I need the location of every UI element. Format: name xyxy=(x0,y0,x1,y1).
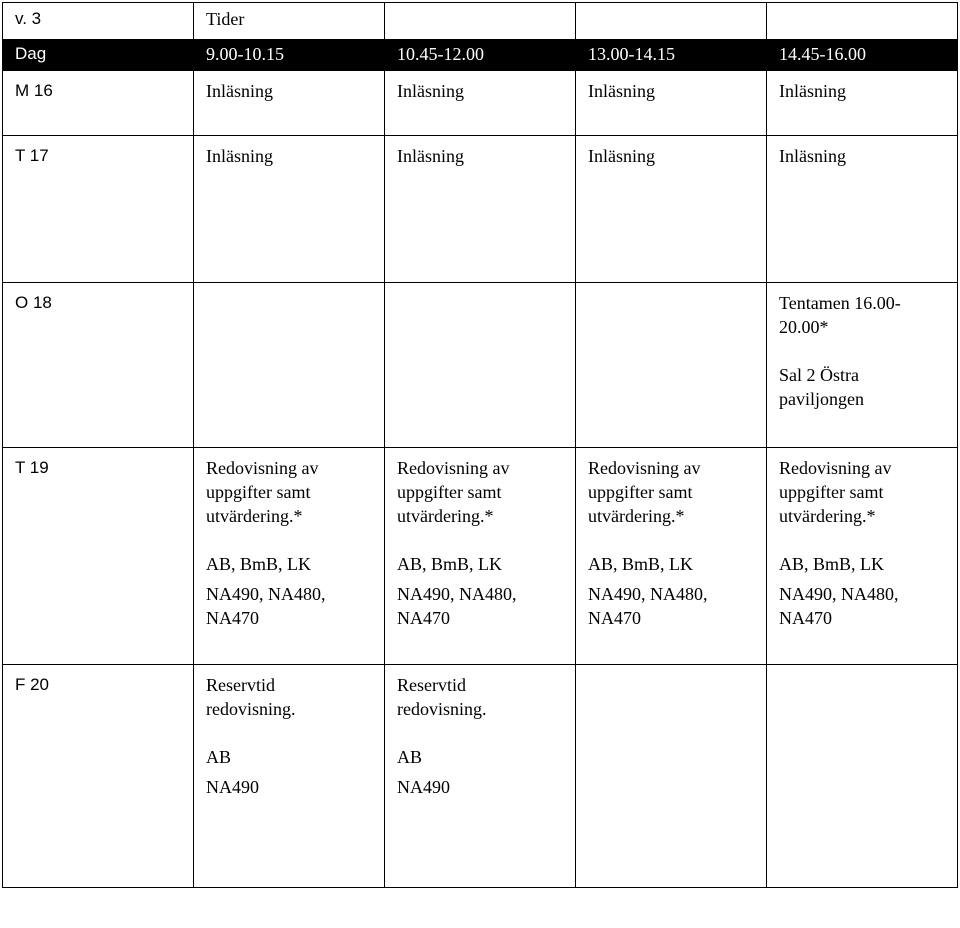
spacer xyxy=(397,528,565,552)
empty-cell xyxy=(576,283,767,448)
courses-line-2: NA470 xyxy=(588,608,641,628)
slot-cell: Inläsning xyxy=(194,71,385,136)
reserve-line-2: redovisning. xyxy=(397,699,487,719)
courses-line-1: NA490, NA480, xyxy=(397,584,517,604)
reserve-cell xyxy=(194,665,385,888)
activity-line-1: Redovisning av xyxy=(397,458,510,478)
empty-cell xyxy=(576,665,767,888)
presentation-cell xyxy=(194,448,385,665)
spacer xyxy=(206,721,374,745)
spacer xyxy=(779,339,947,363)
presentation-cell xyxy=(576,448,767,665)
day-label: F 20 xyxy=(3,665,194,888)
exam-time-line-1: Tentamen 16.00- xyxy=(779,293,901,313)
activity-line-2: uppgifter samt xyxy=(206,482,311,502)
exam-room-line-2: paviljongen xyxy=(779,389,864,409)
exam-cell xyxy=(767,283,958,448)
exam-room-line-1: Sal 2 Östra xyxy=(779,365,859,385)
courses-line-1: NA490, NA480, xyxy=(206,584,326,604)
activity-line-2: uppgifter samt xyxy=(397,482,502,502)
empty-cell xyxy=(767,665,958,888)
reserve-line-1: Reservtid xyxy=(206,675,275,695)
course-line: NA490 xyxy=(206,777,259,797)
empty-cell xyxy=(767,3,958,40)
time-slot-4-header: 14.45-16.00 xyxy=(767,40,958,71)
day-row-o18 xyxy=(3,283,958,448)
spacer xyxy=(206,528,374,552)
day-label: T 17 xyxy=(3,136,194,283)
slot-cell: Inläsning xyxy=(767,71,958,136)
groups-line: AB, BmB, LK xyxy=(206,554,312,574)
spacer xyxy=(397,721,565,745)
courses-line-2: NA470 xyxy=(206,608,259,628)
spacer xyxy=(588,528,756,552)
day-label: T 19 xyxy=(3,448,194,665)
empty-cell xyxy=(576,3,767,40)
time-slot-3-header: 13.00-14.15 xyxy=(576,40,767,71)
day-row-t19 xyxy=(3,448,958,665)
time-slot-2-header: 10.45-12.00 xyxy=(385,40,576,71)
slot-cell: Inläsning xyxy=(576,136,767,283)
group-line: AB xyxy=(206,747,232,767)
slot-cell: Inläsning xyxy=(194,136,385,283)
day-row-t17 xyxy=(3,136,958,283)
empty-cell xyxy=(385,283,576,448)
activity-line-3: utvärdering.* xyxy=(779,506,876,526)
empty-cell xyxy=(194,283,385,448)
activity-line-3: utvärdering.* xyxy=(206,506,303,526)
courses-line-1: NA490, NA480, xyxy=(779,584,899,604)
slot-cell: Inläsning xyxy=(385,71,576,136)
activity-line-1: Redovisning av xyxy=(206,458,319,478)
day-row-f20 xyxy=(3,665,958,888)
group-line: AB xyxy=(397,747,423,767)
day-label: M 16 xyxy=(3,71,194,136)
groups-line: AB, BmB, LK xyxy=(397,554,503,574)
presentation-cell xyxy=(385,448,576,665)
course-line: NA490 xyxy=(397,777,450,797)
activity-line-2: uppgifter samt xyxy=(779,482,884,502)
presentation-cell xyxy=(767,448,958,665)
reserve-cell xyxy=(385,665,576,888)
times-label: Tider xyxy=(194,3,385,40)
activity-line-1: Redovisning av xyxy=(588,458,701,478)
activity-line-3: utvärdering.* xyxy=(397,506,494,526)
empty-cell xyxy=(385,3,576,40)
schedule-table xyxy=(2,2,958,888)
day-row-m16 xyxy=(3,71,958,136)
week-label: v. 3 xyxy=(3,3,194,40)
day-label: O 18 xyxy=(3,283,194,448)
groups-line: AB, BmB, LK xyxy=(779,554,885,574)
courses-line-2: NA470 xyxy=(779,608,832,628)
activity-line-2: uppgifter samt xyxy=(588,482,693,502)
courses-line-1: NA490, NA480, xyxy=(588,584,708,604)
courses-line-2: NA470 xyxy=(397,608,450,628)
time-slot-1-header: 9.00-10.15 xyxy=(194,40,385,71)
slot-cell: Inläsning xyxy=(385,136,576,283)
column-header-row xyxy=(3,40,958,71)
slot-cell: Inläsning xyxy=(767,136,958,283)
spacer xyxy=(779,528,947,552)
groups-line: AB, BmB, LK xyxy=(588,554,694,574)
week-row xyxy=(3,3,958,40)
slot-cell: Inläsning xyxy=(576,71,767,136)
activity-line-3: utvärdering.* xyxy=(588,506,685,526)
exam-time-line-2: 20.00* xyxy=(779,317,829,337)
reserve-line-2: redovisning. xyxy=(206,699,296,719)
reserve-line-1: Reservtid xyxy=(397,675,466,695)
day-column-header: Dag xyxy=(3,40,194,71)
activity-line-1: Redovisning av xyxy=(779,458,892,478)
